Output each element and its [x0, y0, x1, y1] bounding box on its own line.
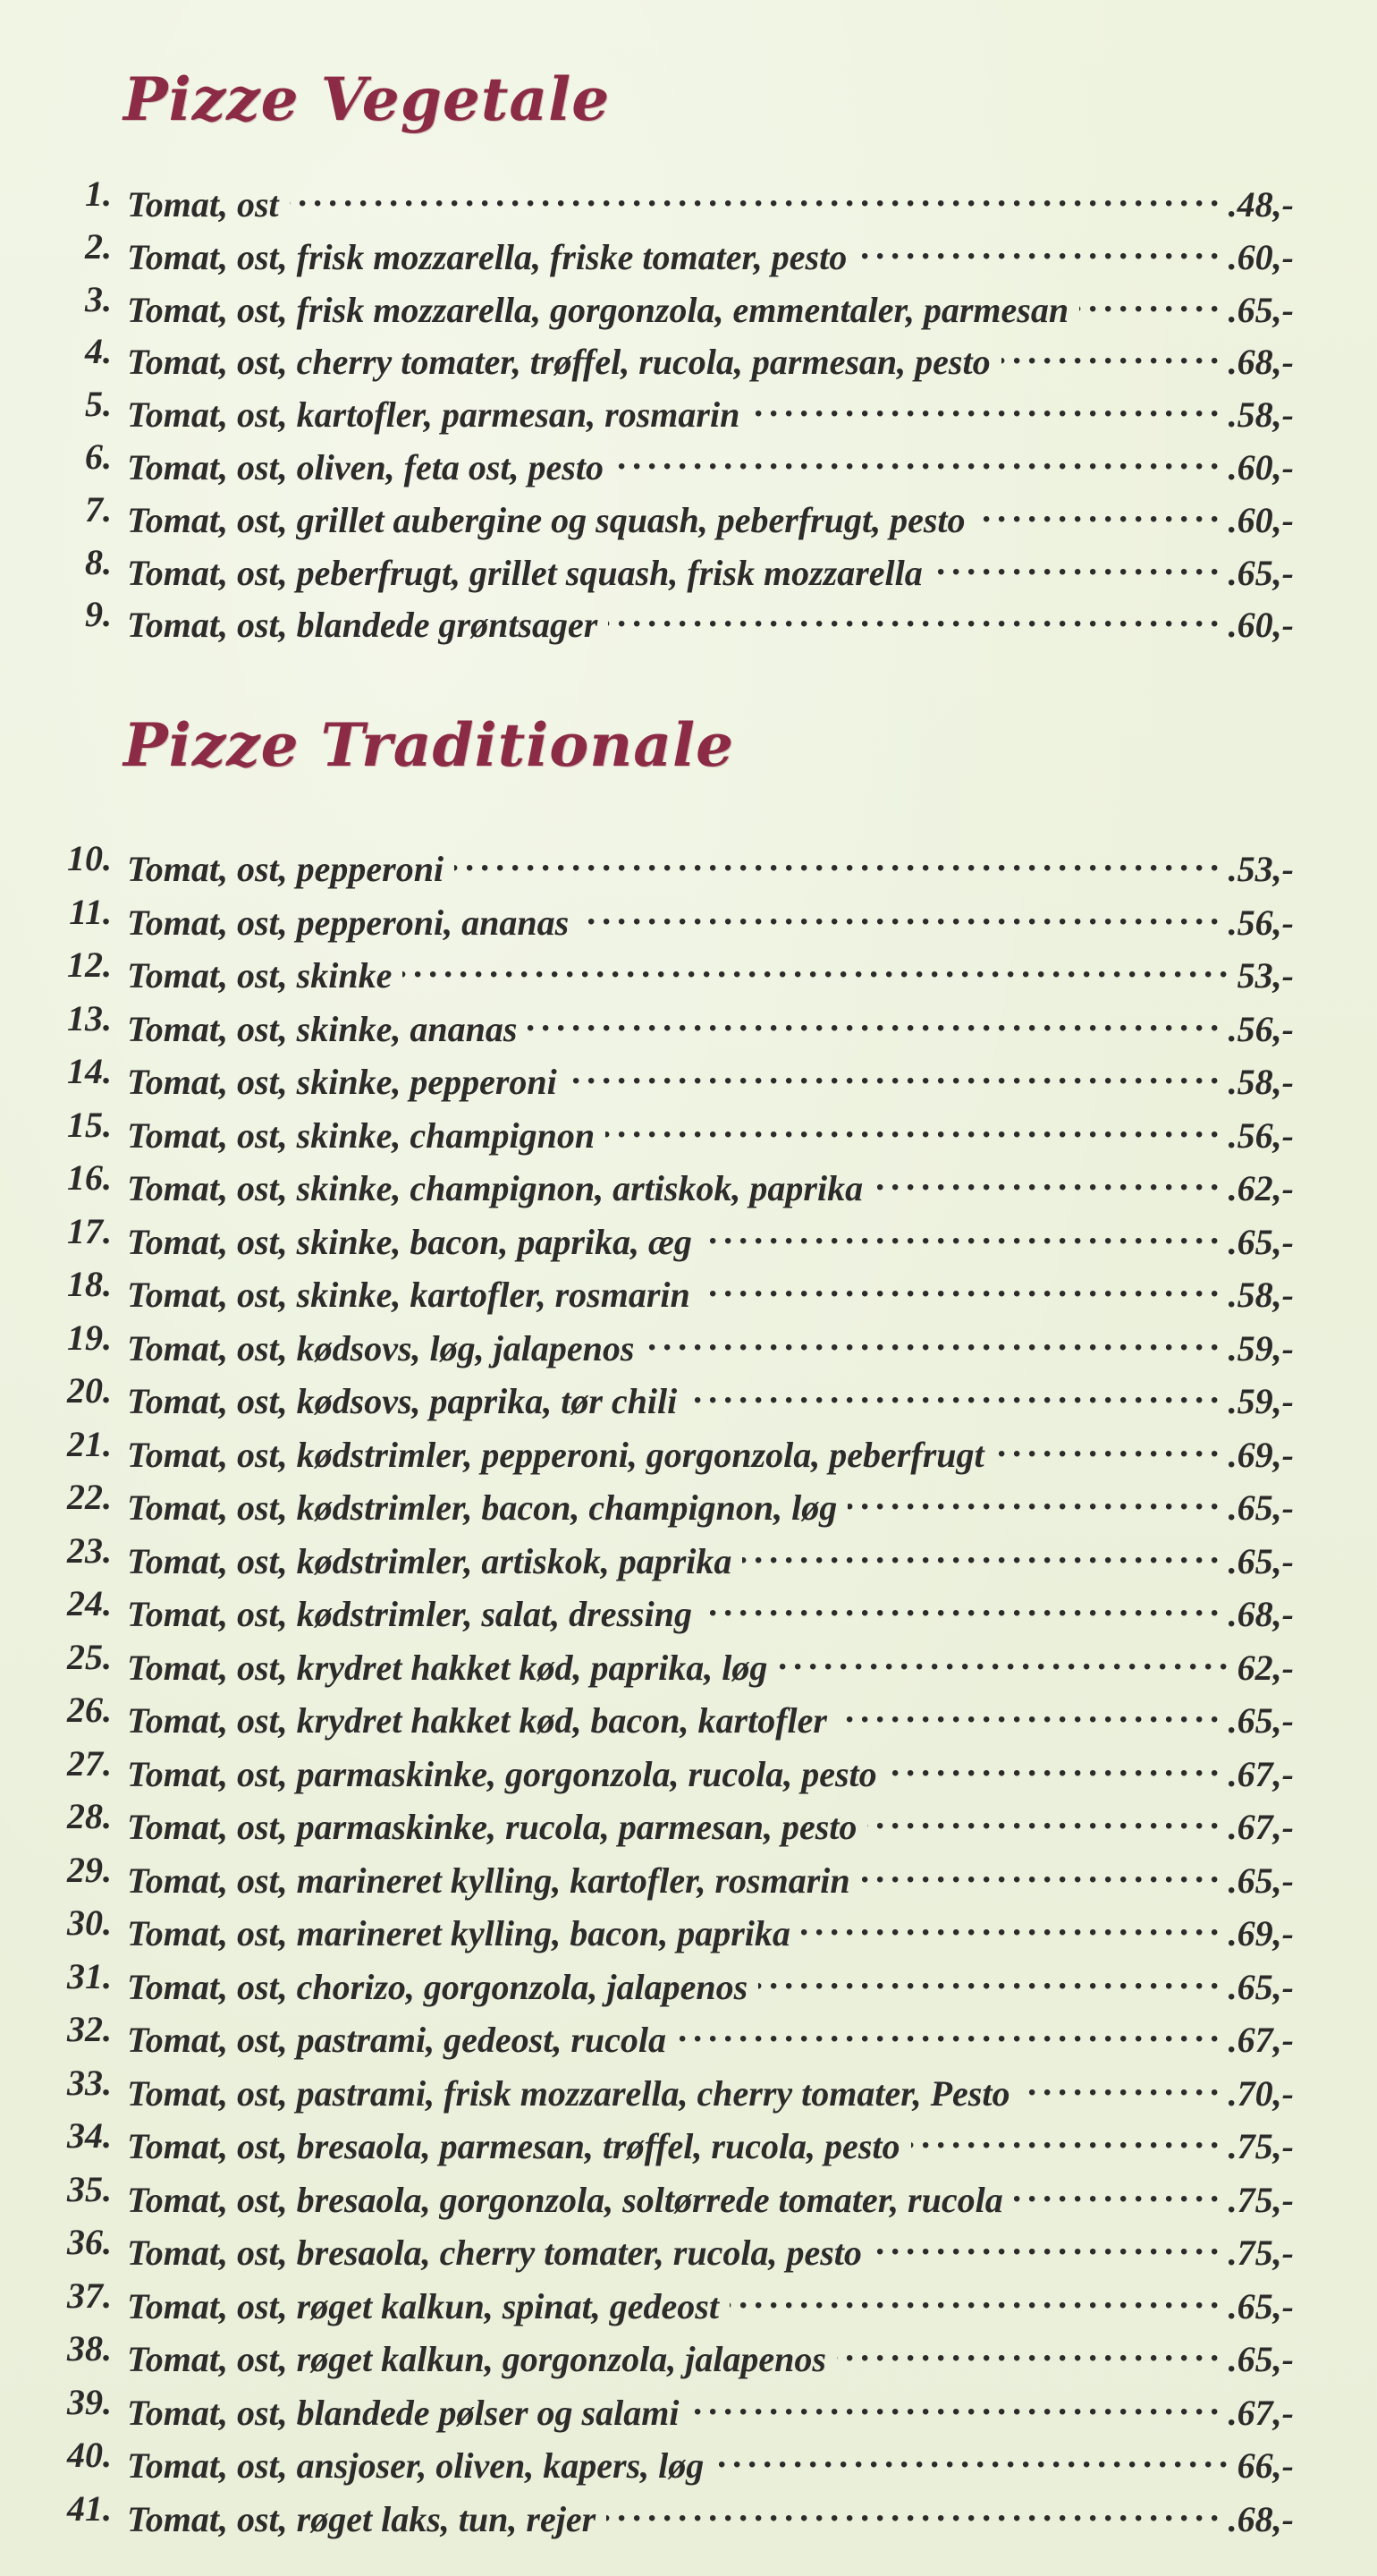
- menu-item-row: [127, 2220, 1294, 2275]
- menu-item: [0, 1368, 1377, 1421]
- menu-item-number: 39.: [67, 2381, 112, 2422]
- menu-item-price: .69,-: [1228, 1434, 1294, 1475]
- menu-item-price: .62,-: [1228, 1168, 1294, 1208]
- menu-item-row: [127, 592, 1294, 648]
- dot-leader: [888, 1741, 1227, 1786]
- dot-leader: [703, 1209, 1227, 1254]
- menu-item: [0, 329, 1377, 383]
- menu-item-row: [127, 1741, 1294, 1797]
- dot-leader: [867, 1794, 1226, 1839]
- menu-item-description: Tomat, ost, bresaola, gorgonzola, soltørrede tomater, rucola: [127, 2179, 1003, 2220]
- menu-item-description: Tomat, ost, pastrami, frisk mozzarella, cherry tomater, Pesto: [127, 2072, 1010, 2114]
- menu-item-row: [127, 1262, 1294, 1318]
- dot-leader: [837, 2326, 1227, 2371]
- menu-item-price: .68,-: [1228, 342, 1294, 383]
- menu-item: [0, 1688, 1377, 1741]
- dot-leader: [778, 1635, 1235, 1680]
- dot-leader: [857, 225, 1226, 269]
- menu-item-description: Tomat, ost, pepperoni, ananas: [127, 902, 570, 943]
- menu-item: [0, 943, 1377, 996]
- menu-item-row: [127, 1794, 1294, 1850]
- menu-item: [0, 1209, 1377, 1262]
- menu-item: [0, 1262, 1377, 1315]
- menu-item-description: Tomat, ost, marineret kylling, bacon, paprika: [127, 1913, 790, 1953]
- menu-item-row: [127, 1368, 1294, 1424]
- menu-item-price: 62,-: [1237, 1647, 1294, 1688]
- menu-item-row: [127, 1156, 1294, 1211]
- menu-item-description: Tomat, ost, oliven, feta ost, pesto: [127, 447, 604, 487]
- dot-leader: [290, 172, 1227, 216]
- menu-item-price: .65,-: [1228, 1221, 1294, 1262]
- dot-leader: [402, 943, 1235, 987]
- menu-item-description: Tomat, ost, parmaskinke, gorgonzola, rucola, pesto: [127, 1753, 877, 1794]
- menu-item-number: 26.: [67, 1690, 112, 1730]
- menu-item-price: .75,-: [1228, 2126, 1294, 2166]
- menu-item-row: [127, 1848, 1294, 1903]
- menu-item: [0, 277, 1377, 330]
- menu-item-price: .53,-: [1228, 849, 1294, 889]
- menu-item-price: .67,-: [1228, 1753, 1294, 1794]
- menu-item-price: .67,-: [1228, 2392, 1294, 2433]
- menu-item-description: Tomat, ost, parmaskinke, rucola, parmesan, pesto: [127, 1807, 857, 1847]
- menu-item-description: Tomat, ost, pepperoni: [127, 849, 444, 889]
- menu-item-row: [127, 996, 1294, 1052]
- menu-item-price: .56,-: [1228, 1008, 1294, 1049]
- menu-item: [0, 435, 1377, 487]
- menu-item-row: [127, 1954, 1294, 2010]
- dot-leader: [688, 1368, 1226, 1413]
- menu-item: [0, 836, 1377, 889]
- menu-item-row: [127, 329, 1294, 385]
- menu-item: [0, 1741, 1377, 1794]
- menu-item-description: Tomat, ost, kødstrimler, bacon, champignon, løg: [127, 1487, 838, 1528]
- menu-item: [0, 1581, 1377, 1634]
- menu-item: [0, 225, 1377, 277]
- menu-item-description: Tomat, ost, røget kalkun, gorgonzola, jalapenos: [127, 2339, 826, 2379]
- menu-item-price: .59,-: [1228, 1327, 1294, 1368]
- menu-item-description: Tomat, ost, grillet aubergine og squash, peberfrugt, pesto: [127, 499, 966, 540]
- dot-leader: [606, 2487, 1227, 2531]
- menu-item-number: 25.: [67, 1636, 112, 1677]
- menu-item-row: [127, 943, 1294, 998]
- menu-item-row: [127, 172, 1294, 227]
- menu-item-description: Tomat, ost, frisk mozzarella, friske tomater, pesto: [127, 236, 848, 277]
- menu-item-number: 14.: [67, 1051, 112, 1091]
- menu-item-description: Tomat, ost, skinke, kartofler, rosmarin: [127, 1275, 690, 1315]
- menu-item-number: 28.: [67, 1796, 112, 1836]
- menu-item-number: 8.: [85, 541, 112, 582]
- menu-item-price: .68,-: [1228, 1594, 1294, 1634]
- menu-item-row: [127, 2007, 1294, 2063]
- menu-item-description: Tomat, ost, skinke, pepperoni: [127, 1062, 557, 1102]
- menu-item-row: [127, 1049, 1294, 1105]
- menu-item: [0, 487, 1377, 540]
- menu-item-number: 16.: [67, 1157, 112, 1198]
- dot-leader: [838, 1688, 1227, 1733]
- menu-item-number: 21.: [67, 1423, 112, 1464]
- dot-leader: [579, 890, 1227, 935]
- menu-item-description: Tomat, ost, pastrami, gedeost, rucola: [127, 2020, 667, 2060]
- menu-item-row: [127, 2167, 1294, 2223]
- menu-item: [0, 2487, 1377, 2539]
- menu-item-row: [127, 2380, 1294, 2436]
- menu-item-price: .68,-: [1228, 2498, 1294, 2539]
- section-title-vegetale: Pizze Vegetale: [123, 64, 611, 134]
- menu-item-number: 12.: [67, 945, 112, 985]
- menu-item-row: [127, 1635, 1294, 1690]
- menu-item: [0, 2061, 1377, 2114]
- menu-item-number: 15.: [67, 1104, 112, 1145]
- menu-item: [0, 1954, 1377, 2007]
- menu-item-price: .56,-: [1228, 1114, 1294, 1156]
- menu-item-price: .65,-: [1228, 1487, 1294, 1528]
- menu-item-description: Tomat, ost, krydret hakket kød, paprika, løg: [127, 1647, 768, 1688]
- menu-item-price: .58,-: [1228, 1275, 1294, 1315]
- menu-item-number: 22.: [67, 1477, 112, 1517]
- menu-item-description: Tomat, ost, blandede grøntsager: [127, 605, 598, 646]
- menu-item: [0, 1316, 1377, 1368]
- menu-item: [0, 890, 1377, 943]
- dot-leader: [1001, 329, 1227, 374]
- menu-item-price: .60,-: [1228, 236, 1294, 277]
- menu-item-price: .56,-: [1228, 902, 1294, 943]
- menu-item-row: [127, 435, 1294, 490]
- menu-item-price: .60,-: [1228, 605, 1294, 646]
- menu-item-row: [127, 487, 1294, 543]
- menu-item-price: .65,-: [1228, 1540, 1294, 1581]
- menu-item: [0, 172, 1377, 225]
- dot-leader: [605, 1103, 1227, 1148]
- menu-item-number: 31.: [67, 1955, 112, 1996]
- menu-item-price: .65,-: [1228, 2285, 1294, 2326]
- menu-item-number: 6.: [85, 436, 112, 477]
- menu-item: [0, 1635, 1377, 1688]
- menu-item-row: [127, 2114, 1294, 2169]
- menu-item-number: 17.: [67, 1210, 112, 1251]
- menu-item-number: 20.: [67, 1370, 112, 1411]
- menu-item: [0, 1901, 1377, 1953]
- menu-item-description: Tomat, ost, frisk mozzarella, gorgonzola, emmentaler, parmesan: [127, 289, 1069, 330]
- menu-item-price: .60,-: [1228, 499, 1294, 540]
- menu-item-price: .65,-: [1228, 552, 1294, 593]
- dot-leader: [911, 2114, 1227, 2158]
- menu-item-number: 35.: [67, 2168, 112, 2209]
- dot-leader: [714, 2433, 1235, 2478]
- menu-item-number: 23.: [67, 1530, 112, 1571]
- menu-item-row: [127, 1103, 1294, 1158]
- menu-item: [0, 1848, 1377, 1901]
- dot-leader: [750, 382, 1226, 427]
- menu-item-number: 3.: [85, 278, 112, 319]
- menu-item-price: .65,-: [1228, 289, 1294, 330]
- menu-item-row: [127, 1529, 1294, 1584]
- dot-leader: [608, 592, 1226, 637]
- menu-item-row: [127, 2061, 1294, 2116]
- menu-item-price: 66,-: [1237, 2445, 1294, 2486]
- dot-leader: [976, 487, 1227, 532]
- menu-item-row: [127, 2274, 1294, 2329]
- menu-item-number: 5.: [85, 384, 112, 425]
- menu-item: [0, 1156, 1377, 1208]
- menu-item-description: Tomat, ost, kødsovs, løg, jalapenos: [127, 1327, 635, 1368]
- menu-item-price: .48,-: [1228, 184, 1294, 225]
- menu-item-price: .58,-: [1228, 394, 1294, 436]
- menu-item: [0, 996, 1377, 1049]
- menu-item: [0, 2274, 1377, 2326]
- menu-item-number: 36.: [67, 2222, 112, 2262]
- menu-item-number: 10.: [67, 838, 112, 878]
- dot-leader: [801, 1901, 1227, 1945]
- dot-leader: [933, 540, 1227, 585]
- menu-item: [0, 1529, 1377, 1581]
- dot-leader: [730, 2274, 1227, 2318]
- menu-item-number: 4.: [85, 331, 112, 372]
- menu-item-row: [127, 277, 1294, 333]
- menu-item-number: 33.: [67, 2062, 112, 2103]
- dot-leader: [528, 996, 1226, 1041]
- menu-item-description: Tomat, ost, kødsovs, paprika, tør chili: [127, 1381, 678, 1421]
- menu-item-row: [127, 1901, 1294, 1956]
- menu-item-description: Tomat, ost, kødstrimler, pepperoni, gorgonzola, peberfrugt: [127, 1434, 984, 1475]
- menu-item-number: 7.: [85, 488, 112, 530]
- menu-item-description: Tomat, ost, blandede pølser og salami: [127, 2392, 680, 2433]
- menu-item-price: .75,-: [1228, 2233, 1294, 2273]
- menu-item-row: [127, 382, 1294, 437]
- menu-item-row: [127, 2326, 1294, 2382]
- menu-item-price: .65,-: [1228, 2339, 1294, 2379]
- menu-item-row: [127, 1422, 1294, 1478]
- menu-item-description: Tomat, ost, skinke, champignon: [127, 1114, 596, 1156]
- menu-item-description: Tomat, ost, kødstrimler, salat, dressing: [127, 1594, 692, 1634]
- menu-item-number: 24.: [67, 1583, 112, 1623]
- menu-item-number: 32.: [67, 2009, 112, 2049]
- menu-item-number: 1.: [85, 174, 112, 214]
- dot-leader: [677, 2007, 1227, 2052]
- dot-leader: [1079, 277, 1227, 322]
- dot-leader: [1014, 2167, 1227, 2212]
- menu-item-description: Tomat, ost, skinke, bacon, paprika, æg: [127, 1221, 692, 1262]
- menu-item-number: 37.: [67, 2275, 112, 2316]
- menu-item-number: 29.: [67, 1849, 112, 1890]
- menu-item-description: Tomat, ost, røget laks, tun, rejer: [127, 2498, 596, 2539]
- menu-item-number: 11.: [69, 891, 112, 932]
- menu-item: [0, 2380, 1377, 2433]
- menu-item-price: .67,-: [1228, 2020, 1294, 2060]
- menu-item-row: [127, 1688, 1294, 1743]
- menu-item-row: [127, 1581, 1294, 1637]
- dot-leader: [689, 2380, 1226, 2425]
- menu-item-price: .65,-: [1228, 1860, 1294, 1901]
- menu-item-number: 13.: [67, 997, 112, 1038]
- menu-item-description: Tomat, ost, chorizo, gorgonzola, jalapenos: [127, 1966, 748, 2007]
- menu-item-price: .59,-: [1228, 1381, 1294, 1421]
- menu-item-row: [127, 1209, 1294, 1265]
- menu-item-number: 2.: [85, 225, 112, 267]
- menu-item-row: [127, 836, 1294, 892]
- dot-leader: [703, 1581, 1227, 1626]
- dot-leader: [742, 1529, 1226, 1573]
- menu-item: [0, 2007, 1377, 2060]
- dot-leader: [874, 1156, 1227, 1200]
- menu-item-number: 19.: [67, 1317, 112, 1358]
- menu-item-description: Tomat, ost, skinke: [127, 955, 393, 996]
- menu-item-price: .69,-: [1228, 1913, 1294, 1953]
- menu-item-description: Tomat, ost, marineret kylling, kartofler, rosmarin: [127, 1860, 850, 1901]
- menu-item-price: 53,-: [1237, 955, 1294, 996]
- menu-item: [0, 2220, 1377, 2273]
- dot-leader: [861, 1848, 1227, 1893]
- menu-item-row: [127, 2487, 1294, 2542]
- dot-leader: [1020, 2061, 1226, 2106]
- menu-item-description: Tomat, ost, peberfrugt, grillet squash, frisk mozzarella: [127, 552, 923, 593]
- menu-item-price: .67,-: [1228, 1807, 1294, 1847]
- menu-item-description: Tomat, ost: [127, 184, 279, 225]
- menu-item-description: Tomat, ost, ansjoser, oliven, kapers, løg: [127, 2445, 705, 2486]
- menu-item-number: 40.: [67, 2435, 112, 2475]
- dot-leader: [568, 1049, 1227, 1094]
- menu-item: [0, 1475, 1377, 1528]
- dot-leader: [848, 1475, 1226, 1520]
- menu-item-number: 34.: [67, 2115, 112, 2156]
- menu-item-row: [127, 1316, 1294, 1371]
- menu-item-number: 9.: [85, 594, 112, 635]
- menu-item-description: Tomat, ost, kødstrimler, artiskok, paprika: [127, 1540, 732, 1581]
- menu-item-price: .75,-: [1228, 2179, 1294, 2220]
- menu-item-row: [127, 2433, 1294, 2488]
- menu-item-price: .58,-: [1228, 1062, 1294, 1102]
- menu-item: [0, 2326, 1377, 2379]
- menu-item: [0, 592, 1377, 646]
- menu-item: [0, 1103, 1377, 1156]
- menu-item: [0, 1049, 1377, 1102]
- dot-leader: [645, 1316, 1226, 1360]
- menu-item-number: 38.: [67, 2328, 112, 2368]
- menu-item: [0, 382, 1377, 436]
- menu-item-row: [127, 890, 1294, 945]
- menu-item: [0, 2114, 1377, 2166]
- menu-item-number: 27.: [67, 1742, 112, 1784]
- menu-item-price: .65,-: [1228, 1700, 1294, 1741]
- menu-item-number: 41.: [67, 2487, 112, 2529]
- section-title-traditionale: Pizze Traditionale: [123, 710, 735, 780]
- menu-item: [0, 2167, 1377, 2220]
- menu-item: [0, 2433, 1377, 2486]
- menu-item-description: Tomat, ost, skinke, ananas: [127, 1008, 518, 1049]
- menu-item-description: Tomat, ost, bresaola, cherry tomater, rucola, pesto: [127, 2233, 862, 2273]
- menu-item-price: .70,-: [1228, 2072, 1294, 2114]
- dot-leader: [454, 836, 1227, 881]
- menu-item-description: Tomat, ost, krydret hakket kød, bacon, kartofler: [127, 1700, 827, 1741]
- menu-item-description: Tomat, ost, kartofler, parmesan, rosmarin: [127, 394, 740, 436]
- menu-item-price: .65,-: [1228, 1966, 1294, 2007]
- dot-leader: [614, 435, 1227, 479]
- menu-item-price: .60,-: [1228, 447, 1294, 487]
- menu-item-row: [127, 1475, 1294, 1530]
- menu-item-description: Tomat, ost, skinke, champignon, artiskok, paprika: [127, 1168, 864, 1208]
- menu-item-number: 18.: [67, 1264, 112, 1304]
- dot-leader: [701, 1262, 1227, 1307]
- dot-leader: [758, 1954, 1226, 1999]
- menu-item-row: [127, 540, 1294, 596]
- menu-item-description: Tomat, ost, bresaola, parmesan, trøffel, rucola, pesto: [127, 2126, 900, 2166]
- menu-item: [0, 1422, 1377, 1475]
- menu-item: [0, 1794, 1377, 1847]
- menu-item-description: Tomat, ost, cherry tomater, trøffel, rucola, parmesan, pesto: [127, 342, 991, 383]
- menu-item-description: Tomat, ost, røget kalkun, spinat, gedeost: [127, 2285, 719, 2326]
- menu-item-number: 30.: [67, 1902, 112, 1943]
- dot-leader: [995, 1422, 1227, 1467]
- dot-leader: [873, 2220, 1227, 2265]
- menu-item-row: [127, 225, 1294, 280]
- menu-item: [0, 540, 1377, 593]
